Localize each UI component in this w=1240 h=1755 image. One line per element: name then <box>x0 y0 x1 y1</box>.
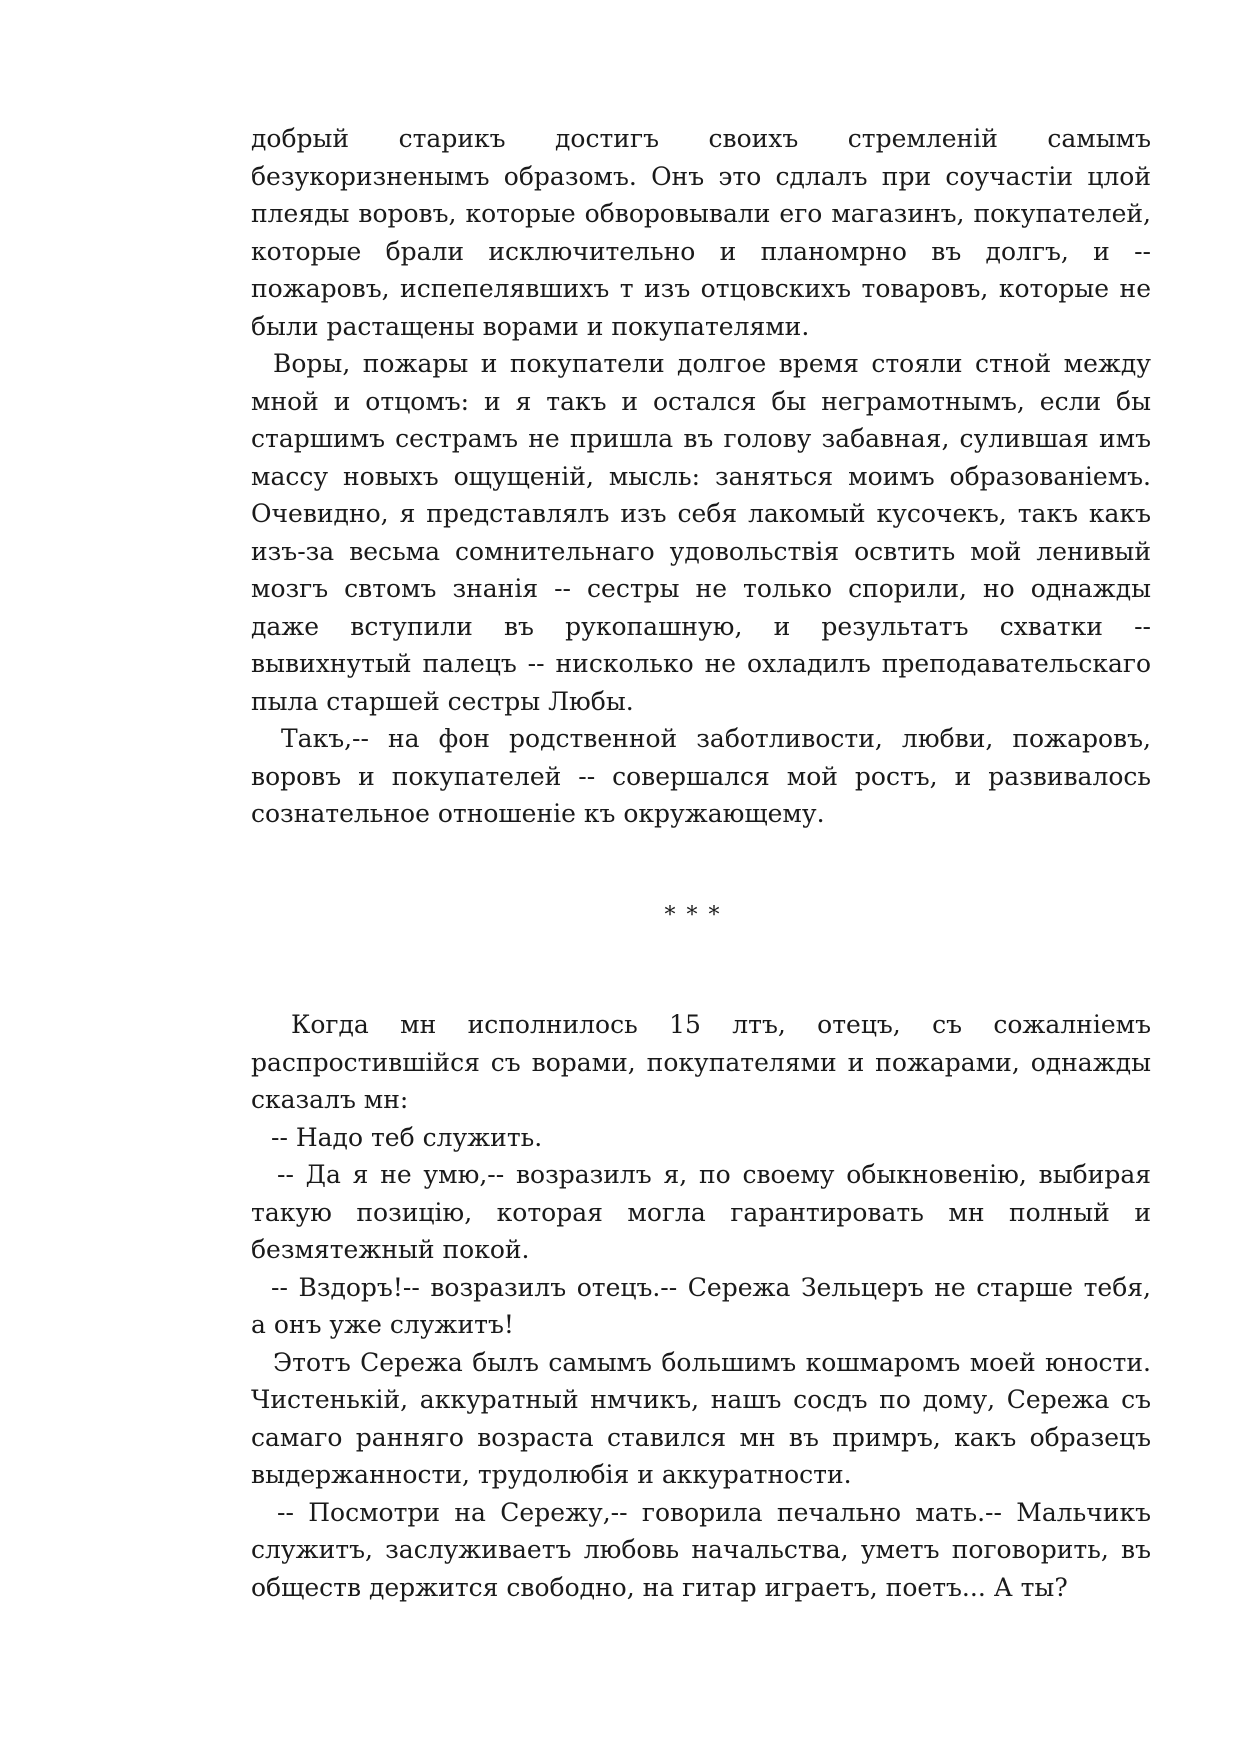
text-section-top <box>251 120 1151 833</box>
section-separator: * * * <box>664 903 722 928</box>
paragraph-8: Этотъ Сережа былъ самымъ большимъ кошмаромъ моей юности. Чистенькій, аккуратный нмчикъ, нашъ сосдъ по дому, Сережа съ самаго ранняго возраста ставился мн въ примръ, какъ образецъ выдержанности, трудолюбія и аккуратности. <box>251 1347 1151 1489</box>
paragraph-9: -- Посмотри на Сережу,-- говорила печально мать.-- Мальчикъ служитъ, заслуживаетъ любовь начальства, уметъ поговорить, въ обществ держится свободно, на гитар играетъ, поетъ... А ты? <box>251 1497 1151 1602</box>
paragraph-6: -- Да я не умю,-- возразилъ я, по своему обыкновенію, выбирая такую позицію, которая могла гарантировать мн полный и безмятежный покой. <box>251 1160 1151 1264</box>
paragraph-3: Такъ,-- на фон родственной заботливости, любви, пожаровъ, воровъ и покупателей -- совершался мой ростъ, и развивалось сознательное отношеніе къ окружающему. <box>251 724 1151 828</box>
paragraph-4: Когда мн исполнилось 15 лтъ, отецъ, съ сожалніемъ распростившійся съ ворами, покупателями и пожарами, однажды сказалъ мн: <box>251 1010 1151 1114</box>
paragraph-2: Воры, пожары и покупатели долгое время стояли стной между мной и отцомъ: и я такъ и остался бы неграмотнымъ, если бы старшимъ сестрамъ не пришла въ голову забавная, сулившая имъ массу новыхъ ощущеній, мысль: заняться моимъ образованіемъ. Очевидно, я представлялъ изъ себя лакомый кусочекъ, такъ какъ изъ-за весьма сомнительнаго удовольствія освтить мой ленивый мозгъ свтомъ знанія -- сестры не только спорили, но однажды даже вступили въ рукопашную, и результатъ схватки -- вывихнутый палецъ -- нисколько не охладилъ преподавательскаго пыла старшей сестры Любы. <box>251 349 1151 716</box>
paragraph-1: добрый старикъ достигъ своихъ стремленій самымъ безукоризненымъ образомъ. Онъ это сдлалъ при соучастіи цлой плеяды воровъ, которые обворовывали его магазинъ, покупателей, которые брали исключительно и планомрно въ долгъ, и -- пожаровъ, испепелявшихъ т изъ отцовскихъ товаровъ, которые не были растащены ворами и покупателями. <box>251 124 1151 341</box>
paragraph-7: -- Вздоръ!-- возразилъ отецъ.-- Сережа Зельцеръ не старше тебя, а онъ уже служитъ! <box>251 1272 1151 1339</box>
paragraph-5: -- Надо теб служить. <box>271 1122 543 1152</box>
text-section-bottom <box>251 1006 1151 1606</box>
